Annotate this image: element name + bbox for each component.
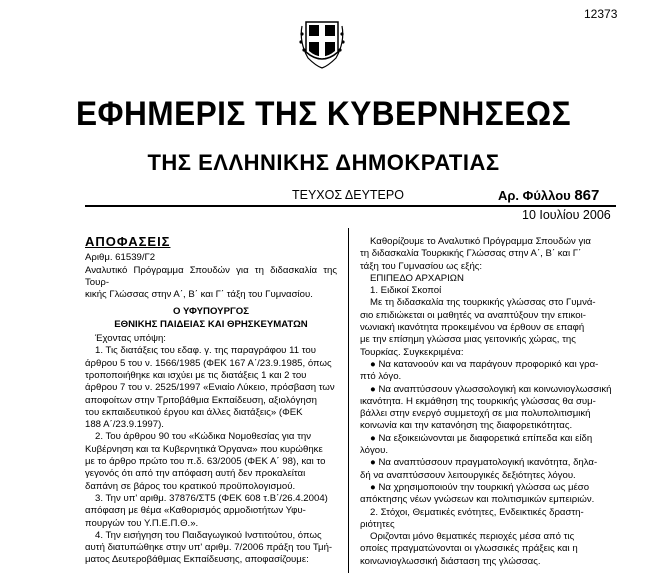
text-line: 4. Την εισήγηση του Παιδαγωγικού Ινστιτούτου, όπως: [95, 529, 322, 541]
text-line: Κυβέρνηση και τα Κυβερνητικά Όργανα» που κυρώθηκε: [85, 443, 323, 455]
text-line: του εκπαιδευτικού έργου και άλλες διατάξεις» (ΦΕΚ: [85, 406, 303, 418]
level-heading: ΕΠΙΠΕΔΟ ΑΡΧΑΡΙΩΝ: [370, 272, 464, 284]
column-divider: [348, 228, 349, 573]
text-line: τάξη του Γυμνασίου ως εξής:: [360, 260, 483, 272]
section-heading: ΑΠΟΦΑΣΕΙΣ: [85, 234, 171, 249]
gazette-subtitle: ΤΗΣ ΕΛΛΗΝΙΚΗΣ ΔΗΜΟΚΡΑΤΙΑΣ: [147, 150, 500, 175]
text-line: Έχοντας υπόψη:: [95, 333, 166, 345]
text-line: βάλλει στην ενεργό συμμετοχή σε μια πολυπολιτισμική: [360, 408, 591, 420]
text-line: πουργών του Υ.Π.Ε.Π.Θ.».: [85, 517, 199, 529]
decision-number: Αριθμ. 61539/Γ2: [85, 252, 156, 264]
text-line: 1. Τις διατάξεις του εδαφ. γ. της παραγράφου 11 του: [95, 345, 316, 357]
text-line: Με τη διδασκαλία της τουρκικής γλώσσας στο Γυμνά-: [370, 297, 596, 309]
text-line: απόκτησης νέων γνώσεων και πολιτισμικών εμπειριών.: [360, 494, 595, 506]
text-line: δή να αναπτύσσουν λειτουργικές δεξιότητες λόγου.: [360, 469, 576, 481]
minister-title: Ο ΥΦΥΠΟΥΡΓΟΣ: [173, 306, 249, 318]
text-line: τη διδασκαλία Τουρκικής Γλώσσας στην Α΄, Β΄ και Γ΄: [360, 248, 582, 260]
gazette-title: ΕΦΗΜΕΡΙΣ ΤΗΣ ΚΥΒΕΡΝΗΣΕΩΣ: [75, 95, 572, 133]
text-line: γεγονός ότι από την απόφαση αυτή δεν προκαλείται: [85, 468, 306, 480]
header-rule: [85, 205, 616, 207]
text-line: με το άρθρο πρώτο του π.δ. 63/2005 (ΦΕΚ Α΄ 98), και το: [85, 456, 326, 468]
sheet-label: Αρ. Φύλλου: [498, 188, 571, 203]
sheet-number: 867: [574, 187, 600, 204]
sheet-number-label: [498, 187, 599, 204]
bullet-item: ● Να αναπτύσσουν πραγματολογική ικανότητα, δηλα-: [360, 457, 616, 469]
text-line: κοινωνιογλωσσική διάσταση της γλώσσας.: [360, 555, 541, 567]
text-line: Οριζονται μόνο θεματικές περιοχές μέσα από τις: [370, 531, 575, 543]
page-number: 12373: [584, 7, 618, 21]
text-line: οποίες πραγματώνονται οι γλωσσικές πράξεις και η: [360, 543, 578, 555]
text-line: άρθρου 7 του ν. 2525/1997 «Ενιαίο Λύκειο, πρόσβαση των: [85, 382, 335, 394]
subsection-heading: 2. Στόχοι, Θεματικές ενότητες, Ενδεικτικές δραστη-: [370, 506, 584, 518]
text-line: νωνιακή ικανότητα προκειμένου να έρθουν σε επαφή: [360, 322, 585, 334]
text-line: 188 Α΄/23.9.1997).: [85, 419, 164, 431]
bullet-item: ● Να αναπτύσσουν γλωσσολογική και κοινωνιογλωσσική: [360, 384, 616, 396]
text-line: άρθρου 5 του ν. 1566/1985 (ΦΕΚ 167 Α΄/23.9.1985, όπως: [85, 357, 332, 369]
right-column: [360, 236, 616, 568]
text-line: ικανότητα. Η εκμάθηση της τουρκικής γλώσσας θα συμ-: [360, 395, 596, 407]
text-line: ματος Δευτεροβάθμιας Εκπαίδευσης, αποφασίζουμε:: [85, 554, 309, 566]
bullet-item: ● Να εξοικειώνονται με διαφορετικά επίπεδα και είδη: [360, 433, 616, 445]
text-line: κοινωνία και την κατανόηση της διαφορετικότητας.: [360, 420, 573, 432]
bullet-item: ● Να κατανοούν και να παράγουν προφορικό και γρα-: [360, 359, 616, 371]
text-line: ριότητες: [360, 518, 395, 530]
text-line: αυτή διατυπώθηκε στην υπ' αριθμ. 7/2006 πράξη του Τμή-: [85, 542, 333, 554]
text-line: Καθορίζουμε το Αναλυτικό Πρόγραμμα Σπουδών για: [370, 236, 591, 247]
text-line: αποφοίτων στην Τριτοβάθμια Εκπαίδευση, αξιολόγηση: [85, 394, 318, 406]
left-column: [85, 236, 337, 567]
text-line: λόγου.: [360, 445, 389, 457]
text-line: 2. Του άρθρου 90 του «Κώδικα Νομοθεσίας για την: [95, 431, 311, 443]
text-line: δαπάνη σε βάρος του κρατικού προϋπολογισμού.: [85, 480, 296, 492]
greek-coat-of-arms-icon: [298, 12, 346, 70]
bullet-item: ● Να χρησιμοποιούν την τουρκική γλώσσα ως μέσο: [360, 482, 616, 494]
text-line: Τουρκίας. Συγκεκριμένα:: [360, 346, 464, 358]
decision-title-line: Αναλυτικό Πρόγραμμα Σπουδών για τη διδασκαλία της Τουρ-: [85, 264, 337, 288]
text-line: 3. Την υπ' αριθμ. 37876/ΣΤ5 (ΦΕΚ 608 τ.Β΄/26.4.2004): [95, 492, 328, 504]
decision-title-line: κικής Γλώσσας στην Α΄, Β΄ και Γ΄ τάξη του Γυμνασίου.: [85, 289, 313, 301]
text-line: σιο επιδιώκεται οι μαθητές να αναπτύξουν την επικοι-: [360, 309, 586, 321]
subsection-heading: 1. Ειδικοί Σκοποί: [370, 285, 442, 297]
text-line: με την επίσημη γλώσσα μιας γειτονικής χώρας, της: [360, 334, 576, 346]
ministry-name: ΕΘΝΙΚΗΣ ΠΑΙΔΕΙΑΣ ΚΑΙ ΘΡΗΣΚΕΥΜΑΤΩΝ: [114, 318, 308, 330]
text-line: απόφαση με θέμα «Καθορισμός αρμοδιοτήτων Υφυ-: [85, 505, 306, 517]
issue-label: ΤΕΥΧΟΣ ΔΕΥΤΕΡΟ: [292, 188, 404, 202]
issue-date: 10 Ιουλίου 2006: [522, 208, 611, 222]
text-line: πτό λόγο.: [360, 371, 402, 383]
text-line: τροποποιήθηκε και ισχύει με τις διατάξεις 1 και 2 του: [85, 369, 307, 381]
